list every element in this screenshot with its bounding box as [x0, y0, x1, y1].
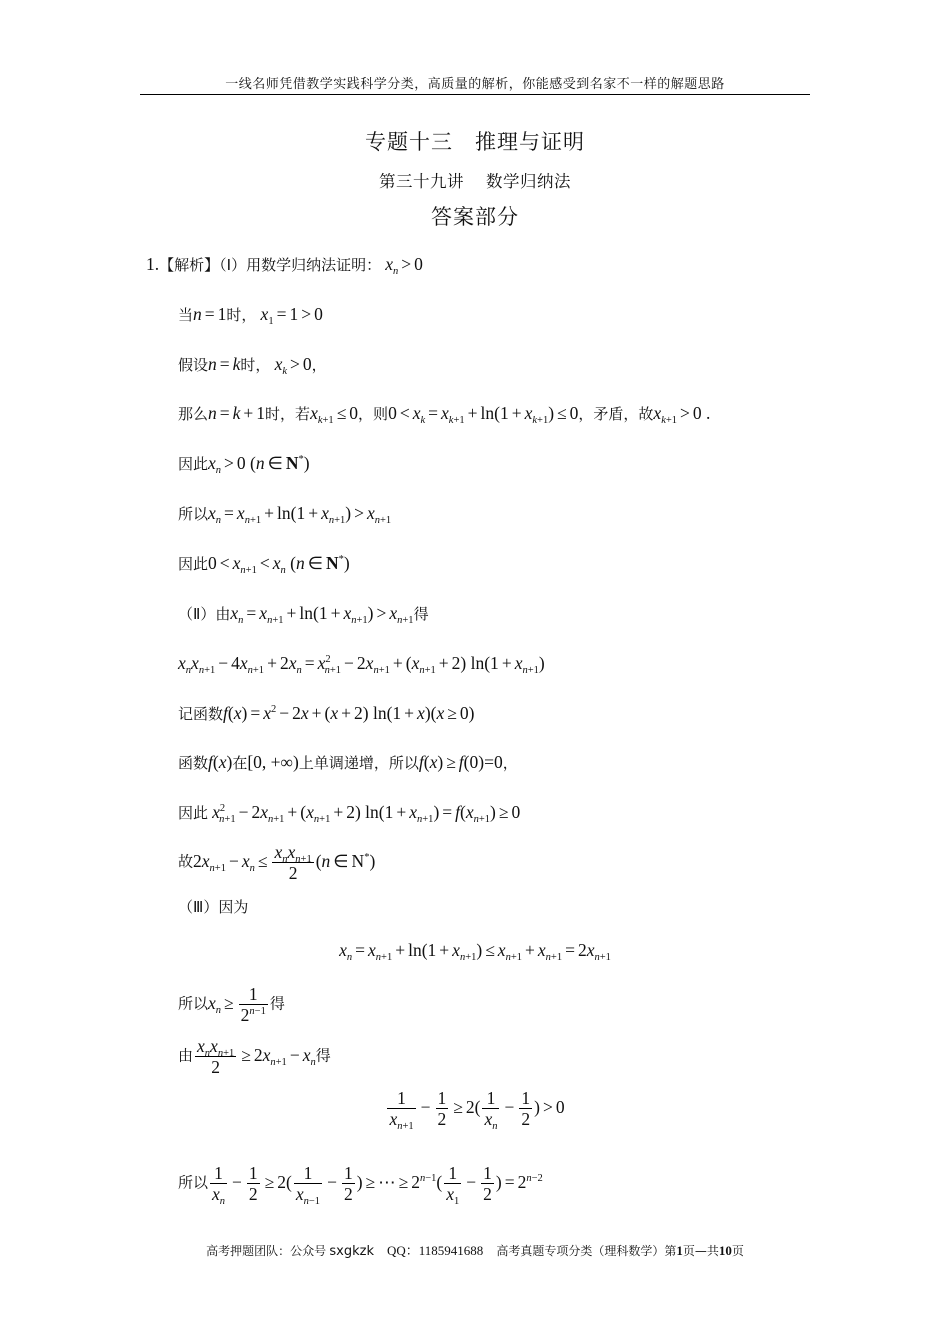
- display-formula-1: [0, 938, 950, 963]
- base-case-line: [178, 302, 323, 327]
- thus-line: [178, 842, 375, 883]
- formula: $0 < x_{n+1} < x_n$ (n ∈ N*): [208, 553, 350, 576]
- analysis-tag: 【解析】: [159, 256, 220, 274]
- formula: $\frac{x_nx_{n+1}}{2}$ ≥ $2x_{n+1} - x_n$: [197, 1036, 316, 1077]
- text-assume: 假设: [178, 356, 209, 374]
- display-formula-2: [0, 1088, 950, 1132]
- footer-series: 高考真题专项分类（理科数学）第: [496, 1244, 677, 1258]
- formula: $0 < x_k = x_{k+1} + \ln(1 + x_{k+1}) \le 0$: [388, 403, 579, 426]
- formula: $x_n > 0$: [385, 254, 423, 277]
- lecture-name: 数学归纳法: [486, 172, 571, 191]
- footer-page-mid: 页—共: [682, 1244, 719, 1258]
- text-hence: 因此: [178, 455, 209, 473]
- identity-line: [178, 651, 545, 676]
- footer-qq: 1185941688: [418, 1243, 484, 1258]
- topic-title: [0, 126, 950, 156]
- formula: $x_{k+1} \le 0$: [310, 403, 359, 426]
- part3-heading: （Ⅲ）因为: [178, 898, 249, 916]
- text-then-mid: 时，若: [265, 405, 311, 423]
- formula: n = 1: [193, 304, 227, 324]
- footer-account: sxgkzk: [329, 1244, 374, 1259]
- page-footer: [0, 1240, 950, 1259]
- monotonic-line: 函数f(x)在[0, +∞)上单调递增，所以f(x) ≥ f(0)=0，: [178, 752, 518, 772]
- formula: [0, +∞): [247, 752, 299, 772]
- text-assume-end: 时，: [240, 356, 271, 374]
- so-line-3: [178, 1163, 543, 1207]
- text-from: 由: [178, 1046, 194, 1065]
- formula: $x_n = x_{n+1} + \ln(1 + x_{n+1}) > x_{n+1}$: [208, 503, 392, 526]
- part1-heading: （Ⅰ）用数学归纳法证明：: [219, 256, 382, 274]
- footer-page-number: 1: [676, 1243, 683, 1258]
- text-obtain: 得: [269, 994, 285, 1013]
- induction-step-line: [178, 401, 710, 426]
- text-fn: 函数: [178, 754, 209, 772]
- formula: $x_nx_{n+1} - 4x_{n+1} + 2x_n = x^2_{n+1} - 2x_{n+1} + (x_{n+1} + 2) \ln(1 + x_{n+1})$: [178, 653, 545, 676]
- formula: n = k + 1: [208, 403, 266, 423]
- so-line-2: [178, 984, 285, 1025]
- formula: $f(x) = x^2 - 2x + (x + 2) \ln(1 + x)(x \ge 0)$: [223, 703, 475, 723]
- footer-team: 高考押题团队：公众号: [206, 1244, 327, 1258]
- text-when-end: 时，: [226, 306, 257, 324]
- formula: f(x): [208, 752, 233, 772]
- text-then: 那么: [178, 405, 209, 423]
- text-contradiction: ，矛盾，故: [578, 405, 654, 423]
- topic-name: 推理与证明: [475, 130, 585, 154]
- text-obtain: 得: [413, 605, 429, 623]
- part3-line: [178, 895, 248, 919]
- conclusion-line-2: [178, 551, 350, 576]
- text-so: 所以: [178, 1173, 209, 1192]
- answer-intro-line: [146, 252, 423, 277]
- formula: $x_n = x_{n+1} + \ln(1 + x_{n+1}) > x_{n+1}$: [230, 603, 414, 626]
- define-function-line: [178, 701, 474, 726]
- lecture-title: [0, 168, 950, 192]
- text-obtain: 得: [315, 1046, 331, 1065]
- formula: $\frac{1}{x_{n+1}}$ − $\frac{1}{2}$ ≥ 2( $\frac{1}{x_n}$ − $\frac{1}{2}$ ) > 0: [389, 1088, 565, 1132]
- text-hence: 因此: [178, 804, 209, 822]
- hypothesis-line: 假设n = k时， $x_k > 0$，: [178, 354, 327, 377]
- formula: $x_n$ ≥ $\frac{1}{2^{n-1}}$: [208, 984, 266, 1025]
- formula: $x_1 = 1 > 0$: [260, 304, 323, 327]
- conclusion-line-3: [178, 800, 520, 825]
- text-then-mid2: ，则: [358, 405, 389, 423]
- text-so: 所以: [178, 994, 209, 1013]
- formula: $2x_{n+1} - x_n$ ≤ $\frac{x_nx_{n+1}}{2}$ (n ∈ N*): [193, 842, 376, 883]
- text-fn-mid2: 上单调递增，所以: [298, 754, 419, 772]
- section-title: 答案部分: [431, 205, 519, 229]
- formula: $\frac{1}{x_n}$ − $\frac{1}{2}$ ≥ 2( $\frac{1}{x_{n-1}}$ − $\frac{1}{2}$ ) ≥ ⋯ ≥ $2^{n-1}$( $\frac{1}{x_1}$ − $\frac{1}{2}$ ) = $2^{n-2}$: [212, 1163, 543, 1207]
- part2-line: [178, 601, 429, 626]
- item-number: 1.: [146, 254, 160, 274]
- header-rule: [140, 94, 810, 95]
- so-line-1: [178, 501, 391, 526]
- formula: $x_n > 0$ (n ∈ N*): [208, 453, 310, 476]
- formula: $x^2_{n+1} - 2x_{n+1} + (x_{n+1} + 2) \ln(1 + x_{n+1}) = f(x_{n+1}) \ge 0$: [212, 802, 521, 825]
- conclusion-line-1: [178, 451, 310, 476]
- footer-page-end: 页: [731, 1244, 744, 1258]
- text-so: 所以: [178, 505, 209, 523]
- from-line: [178, 1036, 331, 1077]
- text-thus: 故: [178, 852, 194, 871]
- footer-total-pages: 10: [718, 1243, 732, 1258]
- text-fn-mid: 在: [232, 754, 248, 772]
- lecture-number: 第三十九讲: [379, 172, 464, 191]
- text-hence: 因此: [178, 555, 209, 573]
- footer-qq-label: QQ：: [387, 1243, 419, 1258]
- text-define-fn: 记函数: [178, 705, 224, 723]
- formula: f(x) ≥ f(0)=0: [418, 752, 503, 772]
- formula: $x_k > 0$: [274, 354, 312, 377]
- running-header: 一线名师凭借教学实践科学分类，高质量的解析，你能感受到名家不一样的解题思路: [225, 77, 725, 92]
- formula: n = k: [208, 354, 241, 374]
- formula: $x_n = x_{n+1} + \ln(1 + x_{n+1}) \le x_{n+1} + x_{n+1} = 2x_{n+1}$: [339, 940, 611, 963]
- formula: $x_{k+1} > 0$ .: [653, 403, 711, 426]
- text-when: 当: [178, 306, 194, 324]
- topic-number: 专题十三: [365, 130, 453, 154]
- part2-heading: （Ⅱ）由: [178, 605, 231, 623]
